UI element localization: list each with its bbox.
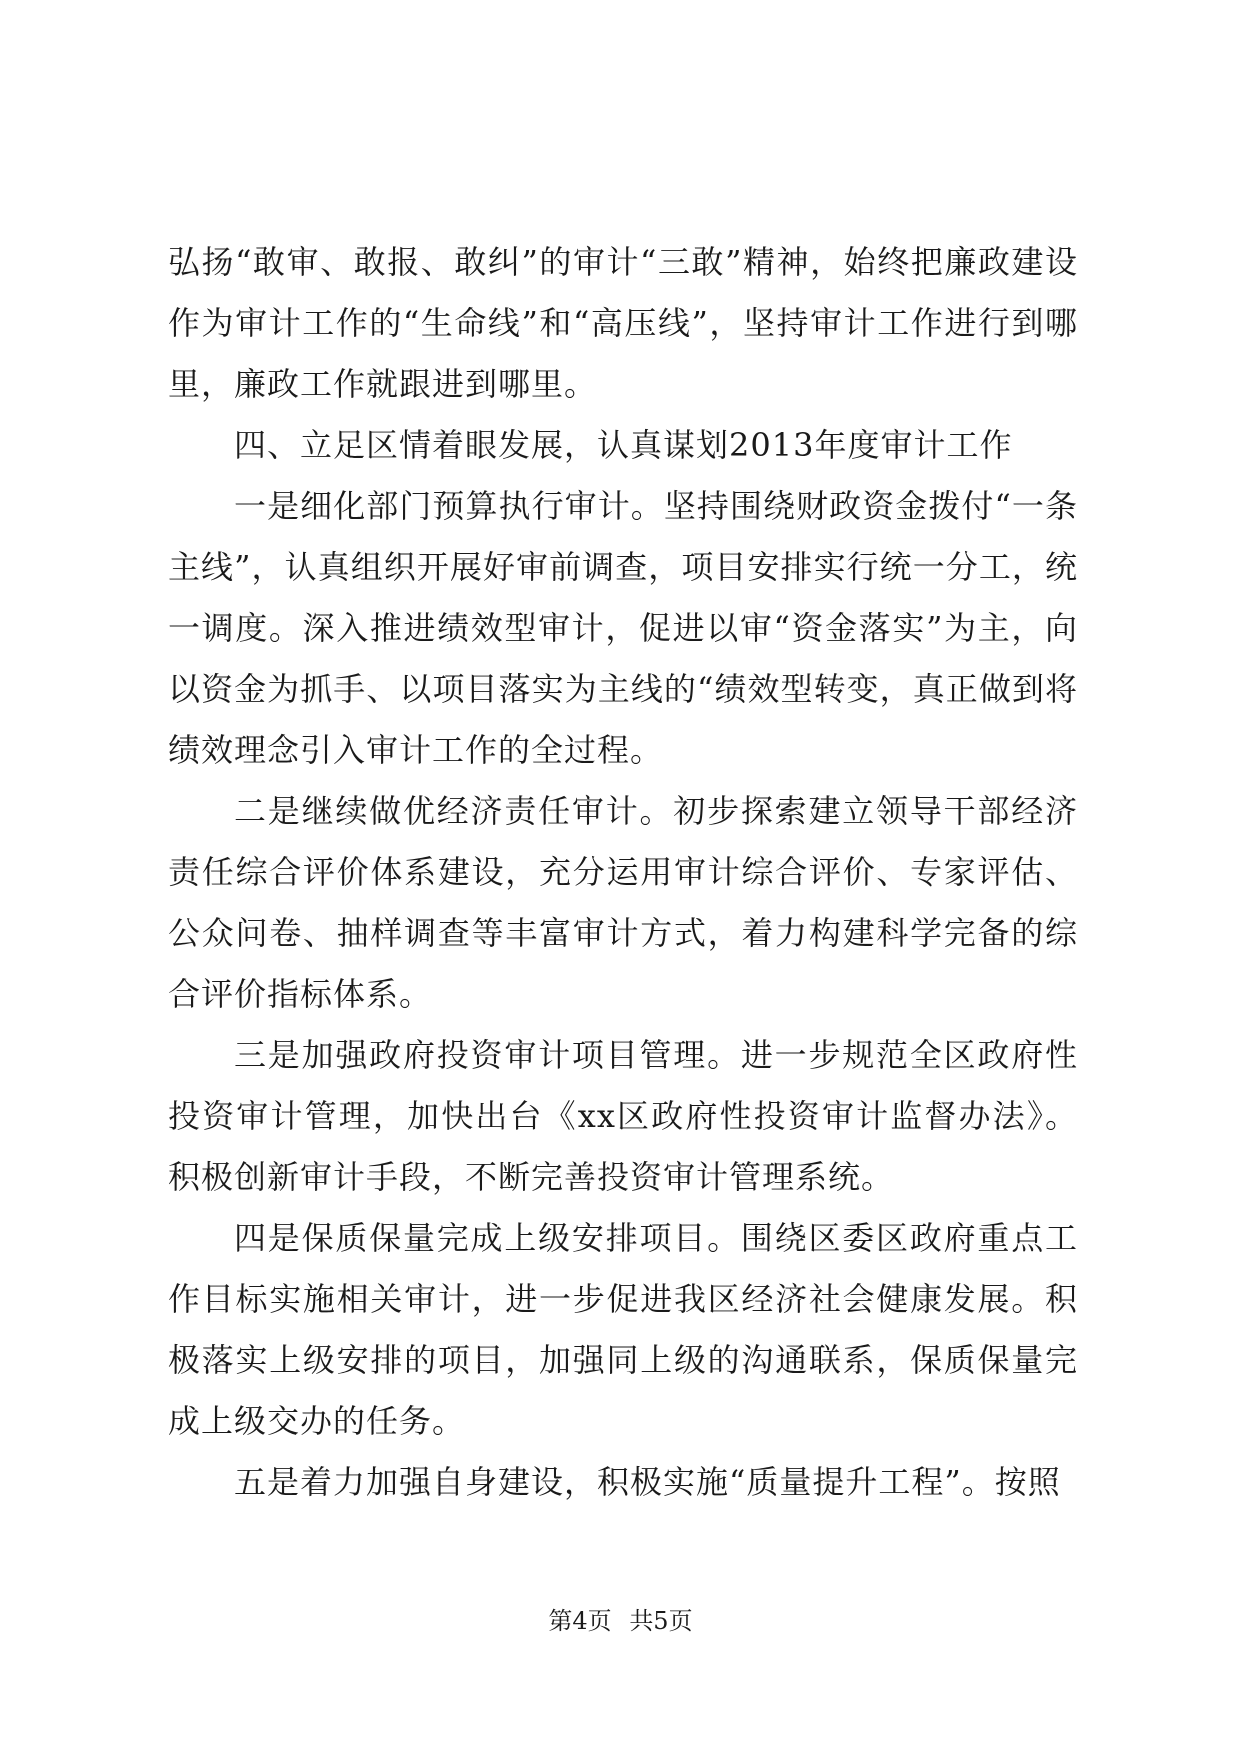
paragraph-item-1: 一是细化部门预算执行审计。坚持围绕财政资金拨付“一条主线”，认真组织开展好审前调查，项目安排实行统一分工，统一调度。深入推进绩效型审计，促进以审“资金落实”为主，向以资金为抓手、以项目落实为主线的“绩效型转变，真正做到将绩效理念引入审计工作的全过程。 bbox=[168, 487, 1078, 769]
page-number: 第4页 bbox=[548, 1607, 612, 1635]
paragraph-item-2: 二是继续做优经济责任审计。初步探索建立领导干部经济责任综合评价体系建设，充分运用审计综合评价、专家评估、公众问卷、抽样调查等丰富审计方式，着力构建科学完备的综合评价指标体系。 bbox=[168, 792, 1078, 1013]
paragraph-1: 弘扬“敢审、敢报、敢纠”的审计“三敢”精神，始终把廉政建设作为审计工作的“生命线”和“高压线”，坚持审计工作进行到哪里，廉政工作就跟进到哪里。 bbox=[168, 243, 1078, 403]
paragraph-item-3: 三是加强政府投资审计项目管理。进一步规范全区政府性投资审计管理，加快出台《xx区政府性投资审计监督办法》。积极创新审计手段，不断完善投资审计管理系统。 bbox=[168, 1036, 1078, 1196]
paragraph-item-4: 四是保质保量完成上级安排项目。围绕区委区政府重点工作目标实施相关审计，进一步促进我区经济社会健康发展。积极落实上级安排的项目，加强同上级的沟通联系，保质保量完成上级交办的任务。 bbox=[168, 1219, 1078, 1440]
document-body bbox=[168, 232, 1078, 1513]
page-footer bbox=[0, 1606, 1241, 1636]
section-heading-4: 四、立足区情着眼发展，认真谋划2013年度审计工作 bbox=[234, 426, 1013, 464]
page-total: 共5页 bbox=[629, 1607, 693, 1635]
paragraph-item-5: 五是着力加强自身建设，积极实施“质量提升工程”。按照 bbox=[234, 1463, 1061, 1501]
